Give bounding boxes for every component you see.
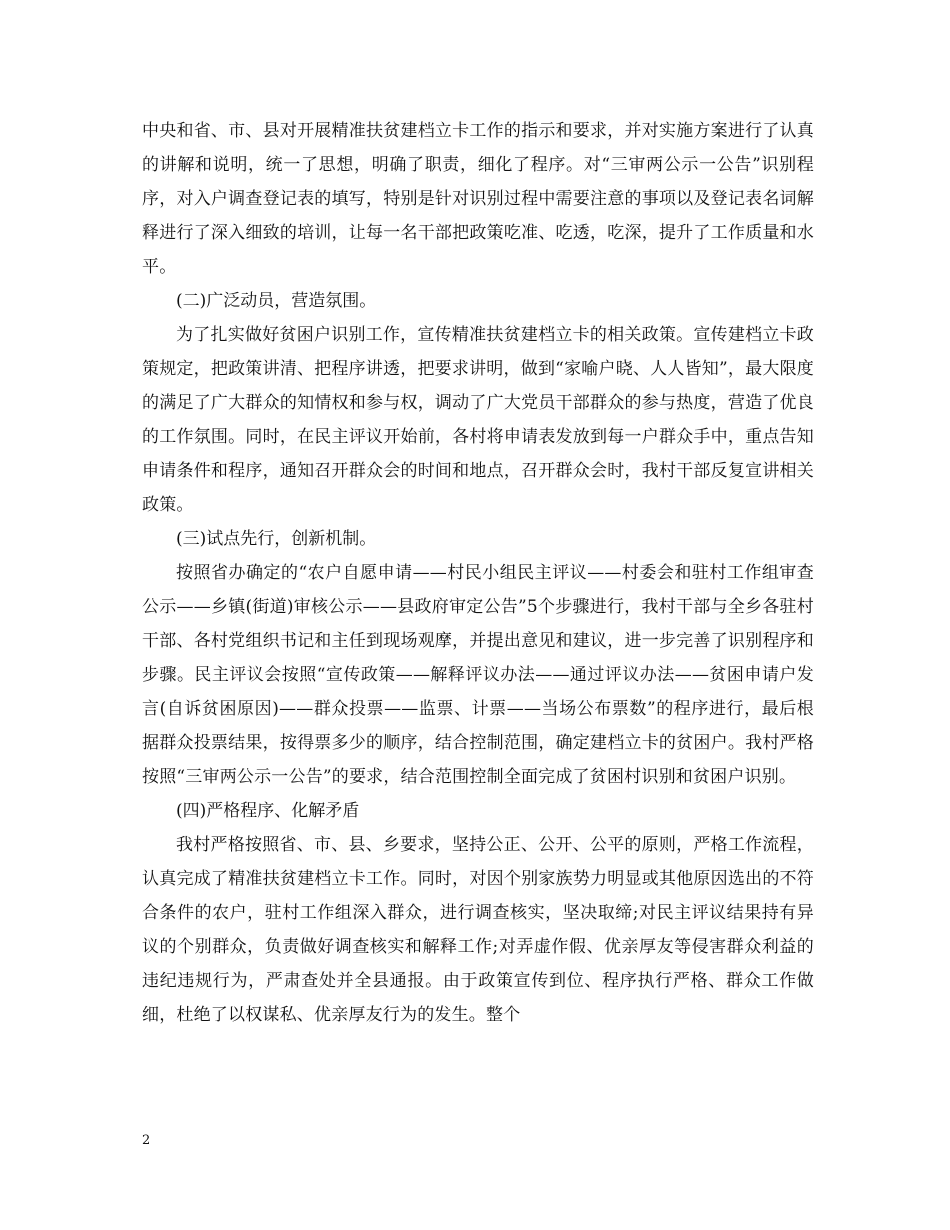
paragraph-mobilization: 为了扎实做好贫困户识别工作，宣传精准扶贫建档立卡的相关政策。宣传建档立卡政策规定，把政策讲清、把程序讲透，把要求讲明，做到“家喻户晓、人人皆知”，最大限度的满足了广大群众的知情权和参与权，调动了广大党员干部群众的参与热度，营造了优良的工作氛围。同时，在民主评议开始前，各村将申请表发放到每一户群众手中，重点告知申请条件和程序，通知召开群众会的时间和地点，召开群众会时，我村干部反复宣讲相关政策。 bbox=[142, 325, 814, 515]
paragraph-pilot: 按照省办确定的“农户自愿申请——村民小组民主评议——村委会和驻村工作组审查公示——乡镇(街道)审核公示——县政府审定公告”5个步骤进行，我村干部与全乡各驻村干部、各村党组织书记和主任到现场观摩，并提出意见和建议，进一步完善了识别程序和步骤。民主评议会按照“宣传政策——解释评议办法——通过评议办法——贫困申请户发言(自诉贫困原因)——群众投票——监票、计票——当场公布票数”的程序进行，最后根据群众投票结果，按得票多少的顺序，结合控制范围，确定建档立卡的贫困户。我村严格按照“三审两公示一公告”的要求，结合范围控制全面完成了贫困村识别和贫困户识别。 bbox=[142, 563, 814, 787]
section-heading-4: (四)严格程序、化解矛盾 bbox=[176, 801, 360, 821]
document-body bbox=[142, 114, 814, 1032]
section-heading-2: (二)广泛动员，营造氛围。 bbox=[176, 291, 377, 311]
page-number: 2 bbox=[142, 1133, 151, 1148]
section-heading-3: (三)试点先行，创新机制。 bbox=[176, 529, 377, 549]
paragraph-continuation: 中央和省、市、县对开展精准扶贫建档立卡工作的指示和要求，并对实施方案进行了认真的讲解和说明，统一了思想，明确了职责，细化了程序。对“三审两公示一公告”识别程序，对入户调查登记表的填写，特别是针对识别过程中需要注意的事项以及登记表名词解释进行了深入细致的培训，让每一名干部把政策吃准、吃透，吃深，提升了工作质量和水平。 bbox=[142, 121, 814, 277]
paragraph-procedure: 我村严格按照省、市、县、乡要求，坚持公正、公开、公平的原则，严格工作流程，认真完成了精准扶贫建档立卡工作。同时，对因个别家族势力明显或其他原因选出的不符合条件的农户，驻村工作组深入群众，进行调查核实，坚决取缔;对民主评议结果持有异议的个别群众，负责做好调查核实和解释工作;对弄虚作假、优亲厚友等侵害群众利益的违纪违规行为，严肃查处并全县通报。由于政策宣传到位、程序执行严格、群众工作做细，杜绝了以权谋私、优亲厚友行为的发生。整个 bbox=[142, 835, 814, 1025]
